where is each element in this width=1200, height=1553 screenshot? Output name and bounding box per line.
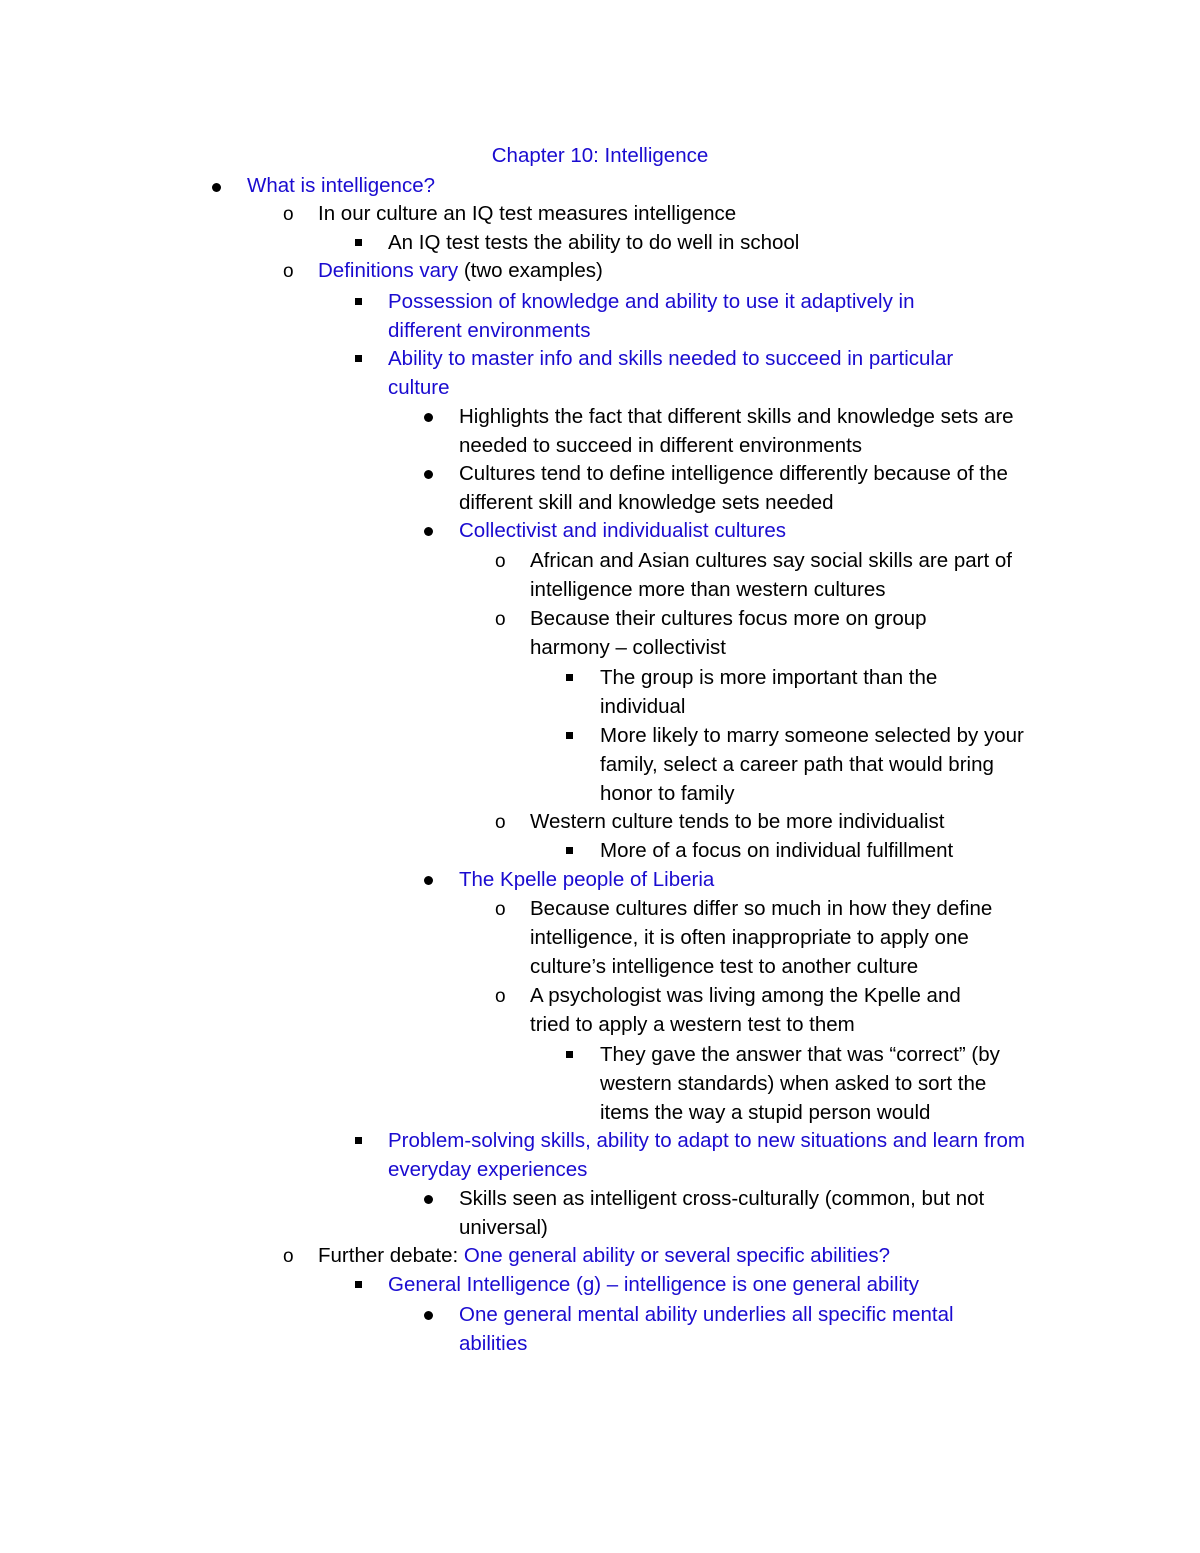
- bullet-dot-icon: [424, 876, 433, 885]
- list-item-level3: Ability to master info and skills needed to succeed in particular culture: [388, 347, 954, 399]
- list-item-level5: Because cultures differ so much in how they define intelligence, it is often inappropriate to apply one culture’s intelligence test to another culture: [530, 897, 993, 978]
- bullet-square-icon: [355, 239, 362, 246]
- list-item-level6: More likely to marry someone selected by your family, select a career path that would bring honor to family: [600, 724, 1024, 805]
- list-item-level5: Because their cultures focus more on group harmony – collectivist: [530, 607, 927, 659]
- bullet-dot-icon: [424, 1311, 433, 1320]
- bullet-square-icon: [566, 847, 573, 854]
- list-item-level5: African and Asian cultures say social skills are part of intelligence more than western cultures: [530, 549, 1012, 601]
- bullet-square-icon: [355, 355, 362, 362]
- bullet-square-icon: [566, 674, 573, 681]
- bullet-dot-icon: [424, 413, 433, 422]
- bullet-circle-icon: o: [283, 1246, 294, 1267]
- list-item-level5: Western culture tends to be more individualist: [530, 810, 945, 833]
- bullet-square-icon: [355, 298, 362, 305]
- list-item-level3: General Intelligence (g) – intelligence is one general ability: [388, 1273, 920, 1296]
- bullet-dot-icon: [212, 183, 221, 192]
- list-item-level4: Highlights the fact that different skills and knowledge sets are needed to succeed in different environments: [459, 405, 1014, 457]
- bullet-circle-icon: o: [495, 551, 506, 572]
- bullet-circle-icon: o: [495, 986, 506, 1007]
- bullet-circle-icon: o: [283, 261, 294, 282]
- list-item-level4: Skills seen as intelligent cross-culturally (common, but not universal): [459, 1187, 985, 1239]
- list-item-level3: An IQ test tests the ability to do well in school: [388, 231, 800, 254]
- list-item-level2: [318, 257, 958, 286]
- definitions-vary-text: Definitions vary: [318, 259, 459, 282]
- list-item-level2: In our culture an IQ test measures intelligence: [318, 202, 737, 225]
- list-item-level6: More of a focus on individual fulfillment: [600, 839, 954, 862]
- bullet-circle-icon: o: [495, 899, 506, 920]
- bullet-dot-icon: [424, 470, 433, 479]
- bullet-circle-icon: o: [495, 609, 506, 630]
- list-item-level4: Collectivist and individualist cultures: [459, 519, 787, 542]
- bullet-square-icon: [355, 1137, 362, 1144]
- list-item-level2: [318, 1242, 1018, 1271]
- debate-question-text: One general ability or several specific abilities?: [463, 1244, 891, 1267]
- bullet-circle-icon: o: [495, 812, 506, 833]
- list-item-level6: The group is more important than the individual: [600, 666, 938, 718]
- further-debate-text: Further debate:: [318, 1244, 464, 1267]
- list-item-level4: One general mental ability underlies all specific mental abilities: [459, 1303, 954, 1355]
- list-item-level3: Problem-solving skills, ability to adapt to new situations and learn from everyday experiences: [388, 1129, 1025, 1181]
- bullet-square-icon: [566, 732, 573, 739]
- list-item-level3: Possession of knowledge and ability to use it adaptively in different environments: [388, 290, 915, 342]
- page-title: Chapter 10: Intelligence: [491, 144, 709, 167]
- bullet-dot-icon: [424, 527, 433, 536]
- list-item-level5: A psychologist was living among the Kpelle and tried to apply a western test to them: [530, 984, 961, 1036]
- bullet-dot-icon: [424, 1195, 433, 1204]
- list-item-level4: The Kpelle people of Liberia: [459, 868, 715, 891]
- bullet-square-icon: [566, 1051, 573, 1058]
- bullet-square-icon: [355, 1281, 362, 1288]
- list-item-level6: They gave the answer that was “correct” (by western standards) when asked to sort the items the way a stupid person would: [600, 1043, 1000, 1124]
- list-item-level4: Cultures tend to define intelligence differently because of the different skill and knowledge sets needed: [459, 462, 1008, 514]
- bullet-circle-icon: o: [283, 204, 294, 225]
- two-examples-text: (two examples): [458, 259, 603, 282]
- list-item-level1: What is intelligence?: [247, 174, 436, 197]
